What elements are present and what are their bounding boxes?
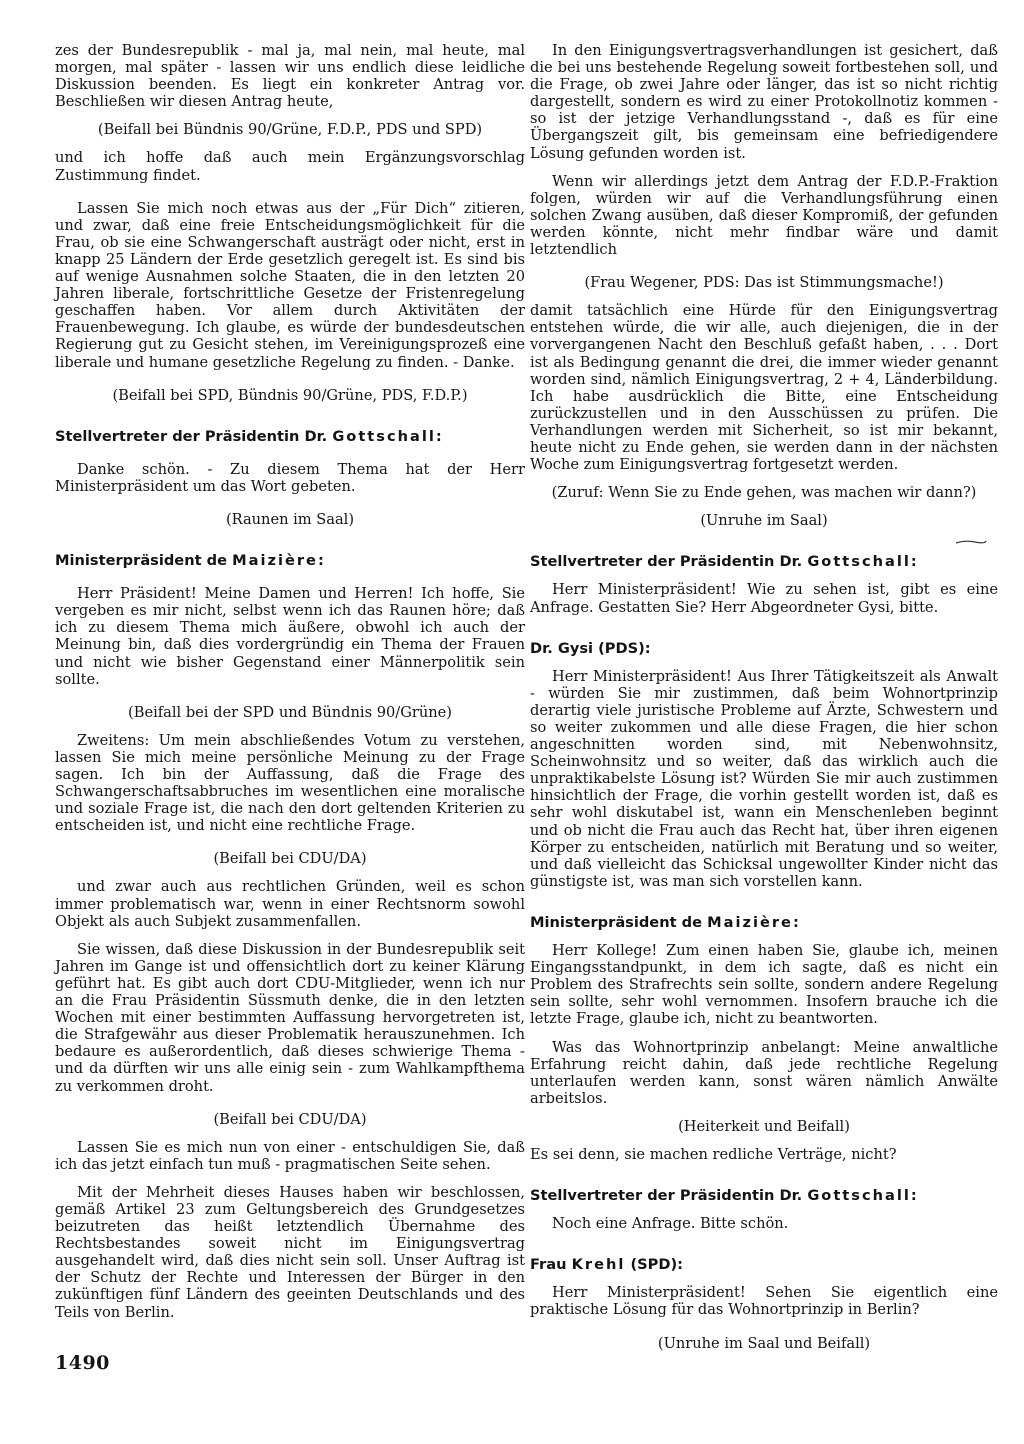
interjection: (Beifall bei SPD, Bündnis 90/Grüne, PDS, F.D.P.) — [112, 386, 468, 404]
paragraph: In den Einigungsvertragsverhandlungen ist gesichert, daß die bei uns bestehende Regelung soweit fortbestehen soll, und die Frage, ob zwei Jahre oder länger, das ist so nicht richtig dargestellt, sondern es wird zu einer Protokollnotiz kommen - so ist der jetzige Verhandlungsstand -, daß es für eine Übergangszeit gilt, bis gemeinsam eine befriedigendere Lösung gefunden worden ist. — [530, 42, 998, 162]
interjection: (Beifall bei CDU/DA) — [213, 850, 367, 868]
paragraph: Zweitens: Um mein abschließendes Votum zu verstehen, lassen Sie mich meine persönliche Meinung zu der Frage sagen. Ich bin der Auffassung, daß die Frage des Schwangerschaftsabbruches im wesentlichen eine moralische und soziale Frage ist, die nach den dort geltenden Kriterien zu entscheiden ist, und nicht eine rechtliche Frage. — [55, 731, 525, 835]
speaker-heading: Frau Krehl (SPD): — [530, 1256, 683, 1274]
interjection: (Zuruf: Wenn Sie zu Ende gehen, was machen wir dann?) — [551, 484, 977, 502]
paragraph: Danke schön. - Zu diesem Thema hat der Herr Ministerpräsident um das Wort gebeten. — [55, 460, 525, 495]
paragraph: Herr Präsident! Meine Damen und Herren! Ich hoffe, Sie vergeben es mir nicht, selbst wenn ich das Raunen höre; daß ich zu diesem Thema mich äußere, obwohl ich auch der Meinung bin, daß dies vordergründig ein Thema der Frauen und nicht wie bisher Gegenstand einer Männerpolitik sein sollte. — [55, 585, 525, 688]
paragraph: Was das Wohnortprinzip anbelangt: Meine anwaltliche Erfahrung reicht dahin, daß jede rechtliche Regelung unterlaufen werden kann, sonst wären nämlich Anwälte arbeitslos. — [530, 1038, 998, 1107]
speaker-heading: Stellvertreter der Präsidentin Dr. Gottschall: — [530, 1187, 917, 1205]
paragraph: Herr Ministerpräsident! Sehen Sie eigentlich eine praktische Lösung für das Wohnortprinzip in Berlin? — [530, 1284, 998, 1319]
paragraph: und ich hoffe daß auch mein Ergänzungsvorschlag Zustimmung findet. — [55, 149, 525, 184]
paragraph: zes der Bundesrepublik - mal ja, mal nein, mal heute, mal morgen, mal später - lassen wir uns endlich diese leidliche Diskussion beenden. Es liegt ein konkreter Antrag vor. Beschließen wir diesen Antrag heute, — [55, 42, 525, 111]
paragraph: Es sei denn, sie machen redliche Verträge, nicht? — [530, 1145, 897, 1163]
paragraph: Lassen Sie es mich nun von einer - entschuldigen Sie, daß ich das jetzt einfach tun muß - pragmatischen Seite sehen. — [55, 1138, 525, 1173]
speaker-heading: Ministerpräsident de Maizière: — [55, 552, 324, 570]
paragraph: Noch eine Anfrage. Bitte schön. — [552, 1215, 789, 1233]
interjection: (Beifall bei CDU/DA) — [213, 1110, 367, 1128]
paragraph: Lassen Sie mich noch etwas aus der „Für Dich“ zitieren, und zwar, daß eine freie Entscheidungsmöglichkeit für die Frau, ob sie eine Schwangerschaft austrägt oder nicht, erst in knapp 25 Ländern der Erde gesetzlich geregelt ist. Es sind bis auf wenige Ausnahmen solche Staaten, die in den letzten 20 Jahren liberale, fortschrittliche Gesetze der Fristenregelung geschaffen haben. Vor allem durch Aktivitäten der Frauenbewegung. Ich glaube, es würde der bundesdeutschen Regierung gut zu Gesicht stehen, im Vereinigungsprozeß eine liberale und humane gesetzliche Regelung zu finden. - Danke. — [55, 199, 525, 371]
interjection: (Heiterkeit und Beifall) — [678, 1117, 850, 1135]
paragraph: und zwar auch aus rechtlichen Gründen, weil es schon immer problematisch war, wenn in einer Rechtsnorm sowohl Objekt als auch Subjekt zusammenfallen. — [55, 878, 525, 930]
speaker-heading: Stellvertreter der Präsidentin Dr. Gottschall: — [530, 553, 917, 571]
paragraph: Sie wissen, daß diese Diskussion in der Bundesrepublik seit Jahren im Gange ist und offensichtlich dort zu keiner Klärung geführt hat. Es gibt auch dort CDU-Mitglieder, wenn ich nur an die Frau Präsidentin Süssmuth denke, die in den letzten Wochen mit einer bestimmten Auffassung hervorgetreten ist, die Strafgewähr aus dieser Problematik herauszunehmen. Ich bedaure es außerordentlich, daß dieses schwierige Thema - und da dürften wir uns alle einig sein - zum Wahlkampfthema zu verkommen droht. — [55, 940, 525, 1095]
speaker-heading: Ministerpräsident de Maizière: — [530, 913, 799, 931]
interjection: (Raunen im Saal) — [225, 510, 355, 528]
right-column — [530, 42, 998, 1352]
interjection: (Beifall bei Bündnis 90/Grüne, F.D.P., PDS und SPD) — [97, 121, 483, 139]
interjection: (Beifall bei der SPD und Bündnis 90/Grüne) — [128, 703, 452, 721]
interjection: (Frau Wegener, PDS: Das ist Stimmungsmache!) — [584, 274, 944, 292]
paragraph: Herr Ministerpräsident! Aus Ihrer Tätigkeitszeit als Anwalt - würden Sie mir zustimmen, daß beim Wohnortprinzip derartig viele juristische Probleme auf Ärzte, Schwestern und so weiter zukommen und alle diese Fragen, die hier schon angeschnitten worden sind, mit Nebenwohnsitz, Scheinwohnsitz und so weiter, daß das wirklich auch die unpraktikabelste Lösung ist? Würden Sie mir auch zustimmen hinsichtlich der Frage, die vorhin gestellt worden ist, daß es sehr wohl diskutabel ist, wann ein Menschenleben beginnt und ob nicht die Frau auch das Recht hat, über ihren eigenen Körper zu entscheiden, natürlich mit Beratung und so weiter, und daß vielleicht das Schicksal ungewollter Kinder nicht das günstigste ist, was man sich vorstellen kann. — [530, 667, 998, 890]
paragraph: damit tatsächlich eine Hürde für den Einigungsvertrag entstehen würde, die wir alle, auch diejenigen, die in der vorvergangenen Nacht den Beschluß gefaßt haben, . . . Dort ist als Bedingung genannt die drei, die immer wieder genannt worden sind, nämlich Einigungsvertrag, 2 + 4, Länderbildung. Ich habe ausdrücklich die Bitte, eine Entscheidung zurückzustellen und in den Ausschüssen zu prüfen. Die Verhandlungen werden mit Sicherheit, so ist mir bekannt, heute nicht zu Ende gehen, sie werden dann in der nächsten Woche zum Einigungsvertrag fortgesetzt werden. — [530, 302, 998, 474]
paragraph: Herr Ministerpräsident! Wie zu sehen ist, gibt es eine Anfrage. Gestatten Sie? Herr Abgeordneter Gysi, bitte. — [530, 581, 998, 616]
left-column — [55, 42, 525, 1321]
paragraph: Herr Kollege! Zum einen haben Sie, glaube ich, meinen Eingangsstandpunkt, in dem ich sagte, daß es nicht ein Problem des Strafrechts sein sollte, sondern andere Regelung sein sollte, sehr wohl vernommen. Insofern brauche ich die letzte Frage, glaube ich, nicht zu beantworten. — [530, 942, 998, 1028]
speaker-heading: Dr. Gysi (PDS): — [530, 639, 651, 657]
speaker-heading: Stellvertreter der Präsidentin Dr. Gottschall: — [55, 427, 442, 445]
paragraph: Mit der Mehrheit dieses Hauses haben wir beschlossen, gemäß Artikel 23 zum Geltungsbereich des Grundgesetzes beizutreten das heißt letztendlich Übernahme des Rechtsbestandes soweit nicht im Einigungsvertrag ausgehandelt wird, daß dies nicht sein soll. Unser Auftrag ist der Schutz der Rechte und Interessen der Bürger in den zukünftigen fünf Ländern des geeinten Deutschlands und des Teils von Berlin. — [55, 1183, 525, 1321]
page-number: 1490 — [55, 1352, 110, 1374]
pen-mark-icon — [955, 538, 987, 546]
interjection: (Unruhe im Saal) — [700, 512, 828, 530]
interjection: (Unruhe im Saal und Beifall) — [657, 1334, 871, 1352]
paragraph: Wenn wir allerdings jetzt dem Antrag der F.D.P.-Fraktion folgen, würden wir auf die Verhandlungsführung einen solchen Zwang ausüben, daß dieser Kompromiß, der gefunden werden könnte, nicht mehr findbar wäre und damit letztendlich — [530, 172, 998, 259]
